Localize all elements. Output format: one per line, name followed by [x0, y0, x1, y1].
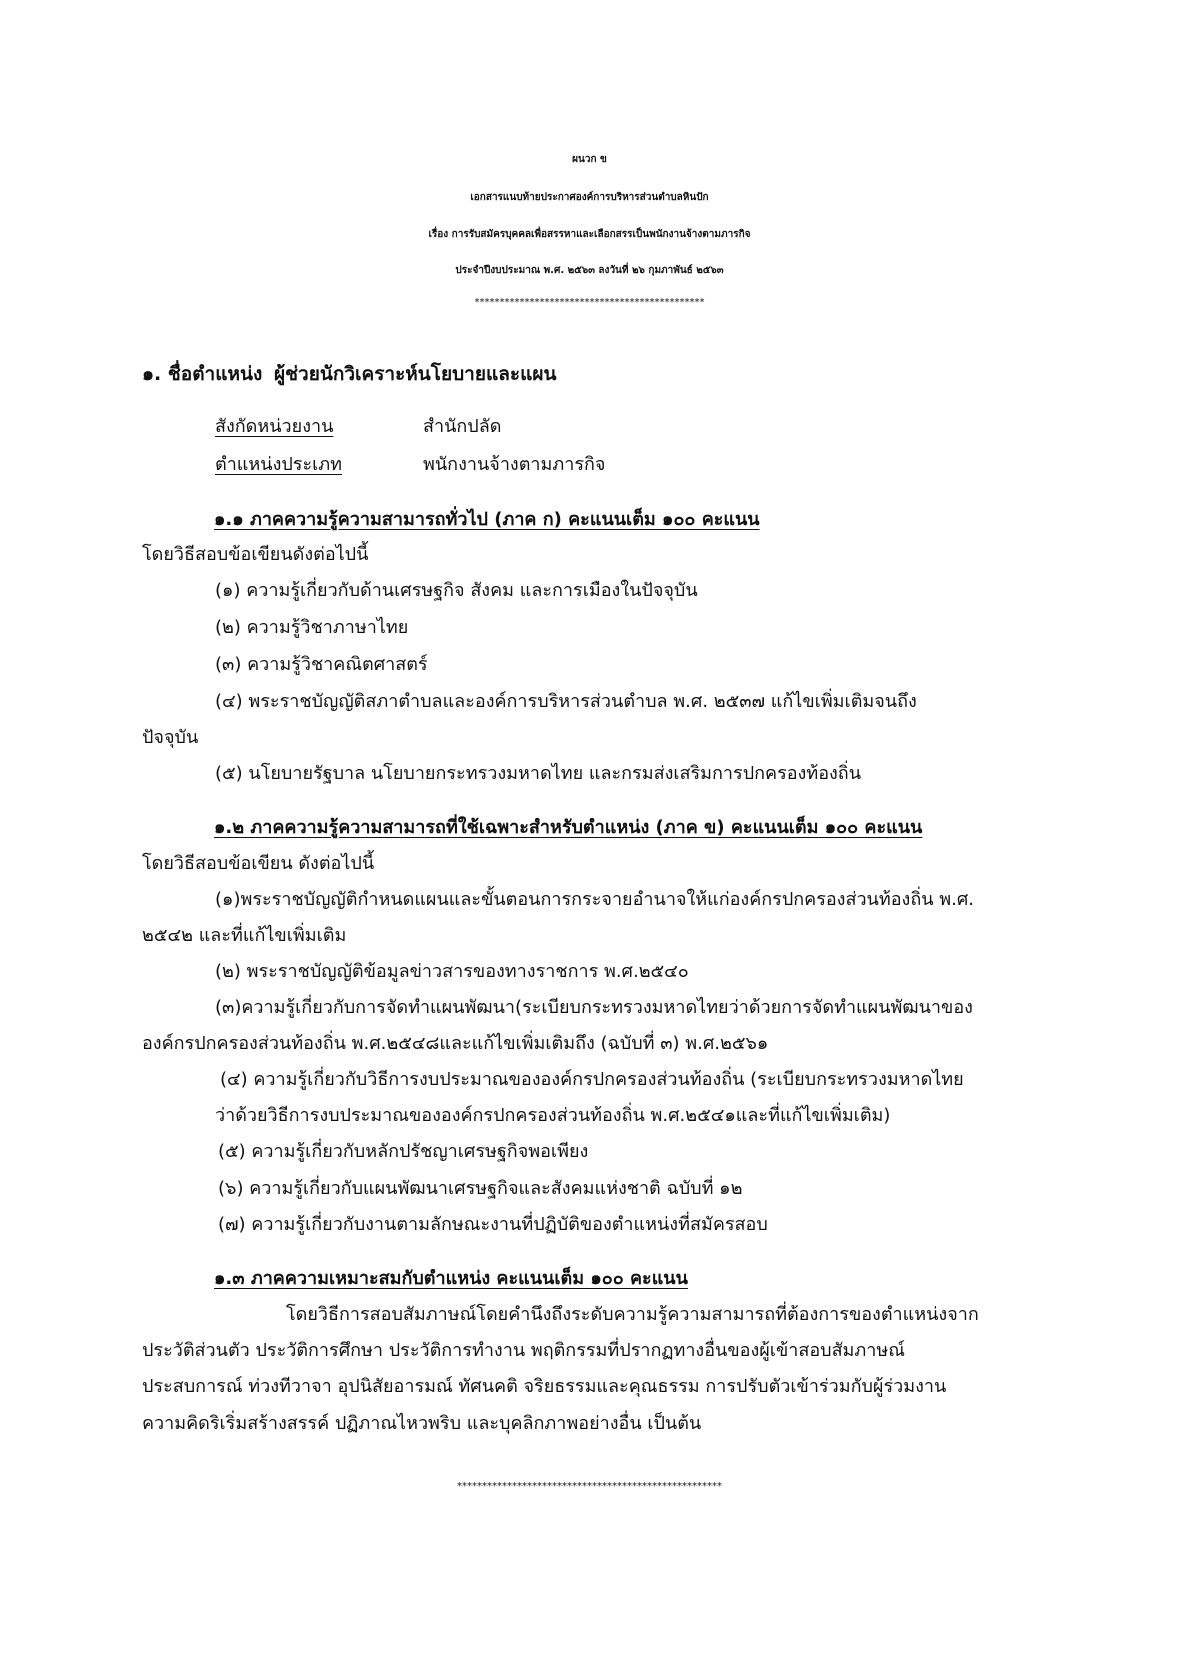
section-1-2-item-4: (๔) ความรู้เกี่ยวกับวิธีการงบประมาณขององค์กรปกครองส่วนท้องถิ่น (ระเบียบกระทรวงมหาดไทย — [220, 1069, 964, 1090]
header-line-1: เอกสารแนบท้ายประกาศองค์การบริหารส่วนตำบลหินปัก — [470, 192, 709, 203]
header-line-3: ประจำปีงบประมาณ พ.ศ. ๒๕๖๓ ลงวันที่ ๒๖ กุมภาพันธ์ ๒๕๖๓ — [455, 265, 724, 276]
section-1-2-item-1-cont: ๒๕๔๒ และที่แก้ไขเพิ่มเติม — [142, 925, 347, 946]
section-1-1-item-4-cont: ปัจจุบัน — [142, 727, 199, 748]
position-heading-value: ผู้ช่วยนักวิเคราะห์นโยบายและแผน — [274, 363, 557, 385]
department-value: สำนักปลัด — [423, 416, 502, 437]
section-1-3-para-line-1: โดยวิธีการสอบสัมภาษณ์โดยคำนึงถึงระดับความรู้ความสามารถที่ต้องการของตำแหน่งจาก — [286, 1304, 979, 1325]
section-1-1-intro: โดยวิธีสอบข้อเขียนดังต่อไปนี้ — [142, 544, 369, 565]
department-label: สังกัดหน่วยงาน — [215, 416, 334, 437]
section-1-1-item-2: (๒) ความรู้วิชาภาษาไทย — [215, 617, 409, 638]
section-1-2-item-3: (๓)ความรู้เกี่ยวกับการจัดทำแผนพัฒนา(ระเบียบกระทรวงมหาดไทยว่าด้วยการจัดทำแผนพัฒนาของ — [215, 997, 973, 1018]
section-1-2-item-7: (๗) ความรู้เกี่ยวกับงานตามลักษณะงานที่ปฏิบัติของตำแหน่งที่สมัครสอบ — [218, 1214, 768, 1235]
header-line-2: เรื่อง การรับสมัครบุคคลเพื่อสรรหาและเลือกสรรเป็นพนักงานจ้างตามภารกิจ — [428, 229, 751, 240]
section-1-2-item-2: (๒) พระราชบัญญัติข้อมูลข่าวสารของทางราชการ พ.ศ.๒๕๔๐ — [215, 961, 689, 982]
section-1-2-item-1: (๑)พระราชบัญญัติกำหนดแผนและขั้นตอนการกระจายอำนาจให้แก่องค์กรปกครองส่วนท้องถิ่น พ.ศ. — [215, 889, 974, 910]
section-1-1-item-1: (๑) ความรู้เกี่ยวกับด้านเศรษฐกิจ สังคม และการเมืองในปัจจุบัน — [215, 580, 698, 601]
section-1-1-item-4: (๔) พระราชบัญญัติสภาตำบลและองค์การบริหารส่วนตำบล พ.ศ. ๒๕๓๗ แก้ไขเพิ่มเติมจนถึง — [215, 691, 917, 712]
section-1-2-item-5: (๕) ความรู้เกี่ยวกับหลักปรัชญาเศรษฐกิจพอเพียง — [218, 1141, 589, 1162]
section-1-2-intro: โดยวิธีสอบข้อเขียน ดังต่อไปนี้ — [142, 853, 375, 874]
position-type-value: พนักงานจ้างตามภารกิจ — [423, 454, 606, 475]
header-divider: ********************************************** — [474, 297, 705, 308]
section-1-3-heading: ๑.๓ ภาคความเหมาะสมกับตำแหน่ง คะแนนเต็ม ๑๐๐ คะแนน — [214, 1268, 688, 1289]
section-1-2-heading: ๑.๒ ภาคความรู้ความสามารถที่ใช้เฉพาะสำหรับตำแหน่ง (ภาค ข) คะแนนเต็ม ๑๐๐ คะแนน — [214, 817, 923, 838]
section-1-2-item-3-cont: องค์กรปกครองส่วนท้องถิ่น พ.ศ.๒๕๔๘และแก้ไขเพิ่มเติมถึง (ฉบับที่ ๓) พ.ศ.๒๕๖๑ — [142, 1033, 769, 1054]
position-heading-label: ๑. ชื่อตำแหน่ง — [142, 363, 263, 385]
section-1-2-item-4-cont: ว่าด้วยวิธีการงบประมาณขององค์กรปกครองส่วนท้องถิ่น พ.ศ.๒๕๔๑และที่แก้ไขเพิ่มเติม) — [215, 1105, 891, 1126]
section-1-1-item-3: (๓) ความรู้วิชาคณิตศาสตร์ — [215, 654, 428, 675]
appendix-title: ผนวก ข — [572, 154, 607, 165]
section-1-3-para-line-3: ประสบการณ์ ท่วงทีวาจา อุปนิสัยอารมณ์ ทัศนคติ จริยธรรมและคุณธรรม การปรับตัวเข้าร่วมกับผู้ร่วมงาน — [142, 1376, 947, 1397]
section-1-3-para-line-2: ประวัติส่วนตัว ประวัติการศึกษา ประวัติการทำงาน พฤติกรรมที่ปรากฏทางอื่นของผู้เข้าสอบสัมภาษณ์ — [142, 1340, 905, 1361]
footer-divider: ***************************************************** — [457, 1481, 722, 1492]
section-1-1-heading: ๑.๑ ภาคความรู้ความสามารถทั่วไป (ภาค ก) คะแนนเต็ม ๑๐๐ คะแนน — [214, 509, 760, 530]
section-1-3-para-line-4: ความคิดริเริ่มสร้างสรรค์ ปฏิภาณไหวพริบ และบุคลิกภาพอย่างอื่น เป็นต้น — [142, 1413, 702, 1434]
section-1-1-item-5: (๕) นโยบายรัฐบาล นโยบายกระทรวงมหาดไทย และกรมส่งเสริมการปกครองท้องถิ่น — [215, 763, 862, 784]
section-1-2-item-6: (๖) ความรู้เกี่ยวกับแผนพัฒนาเศรษฐกิจและสังคมแห่งชาติ ฉบับที่ ๑๒ — [218, 1178, 743, 1199]
position-type-label: ตำแหน่งประเภท — [215, 454, 343, 475]
